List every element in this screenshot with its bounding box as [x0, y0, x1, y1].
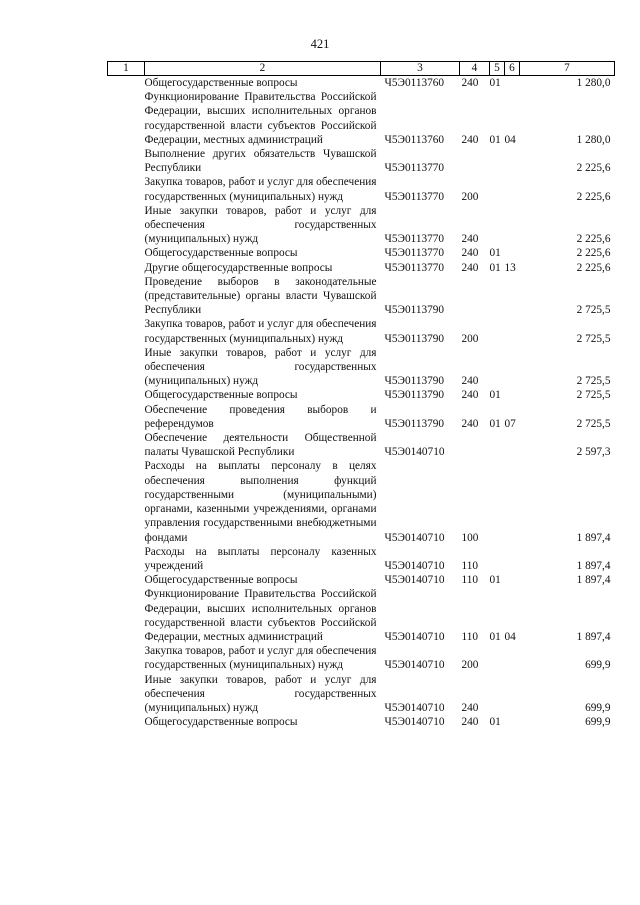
- row-section: 01: [489, 630, 501, 643]
- row-name: Общегосударственные вопросы: [144, 574, 298, 587]
- table-row: [108, 147, 615, 175]
- row-section: 01: [489, 261, 501, 274]
- row-name: Функционирование Правительства Российской Федерации, высших исполнительных органов государственной власти субъектов Российской Федерации, местных администраций: [144, 588, 377, 643]
- row-code: Ч5Э0140710: [384, 701, 445, 714]
- header-cell: 3: [381, 62, 460, 76]
- row-code: Ч5Э0140710: [384, 531, 445, 544]
- row-name: Выполнение других обязательств Чувашской Республики: [144, 148, 377, 175]
- row-code: Ч5Э0140710: [384, 574, 445, 587]
- table-row: [108, 587, 615, 644]
- row-type: 240: [461, 701, 479, 714]
- row-subsection: [505, 431, 520, 459]
- table-row: [108, 459, 615, 544]
- header-cell: 1: [108, 62, 145, 76]
- table-row: [108, 175, 615, 203]
- row-type: 110: [461, 559, 479, 572]
- budget-table: [107, 61, 615, 729]
- table-row: [108, 403, 615, 431]
- row-number-cell: [108, 261, 145, 275]
- row-number-cell: [108, 388, 145, 402]
- row-name: Закупка товаров, работ и услуг для обеспечения государственных (муниципальных) нужд: [144, 318, 377, 345]
- row-subsection: [505, 317, 520, 345]
- row-number-cell: [108, 175, 145, 203]
- row-section: 01: [489, 77, 501, 89]
- header-cell: 7: [520, 62, 615, 76]
- row-name: Общегосударственные вопросы: [144, 716, 298, 729]
- row-section: [490, 275, 505, 318]
- table-row: [108, 388, 615, 402]
- row-name: Общегосударственные вопросы: [144, 77, 298, 89]
- row-number-cell: [108, 673, 145, 716]
- row-amount: 1 897,4: [576, 559, 611, 572]
- row-amount: 1 897,4: [576, 630, 611, 643]
- row-code: Ч5Э0113760: [384, 133, 445, 146]
- row-code: Ч5Э0113790: [384, 332, 445, 345]
- row-subsection: [505, 147, 520, 175]
- row-amount: 1 280,0: [576, 77, 611, 89]
- table-row: [108, 261, 615, 275]
- table-row: [108, 431, 615, 459]
- row-name: Общегосударственные вопросы: [144, 389, 298, 402]
- row-subsection: [505, 459, 520, 544]
- row-name: Обеспечение проведения выборов и референдумов: [144, 403, 377, 430]
- row-subsection: [505, 204, 520, 247]
- row-section: 01: [489, 133, 501, 146]
- row-section: [490, 346, 505, 389]
- row-number-cell: [108, 275, 145, 318]
- row-amount: 2 725,5: [576, 389, 611, 402]
- table-row: [108, 275, 615, 318]
- row-amount: 2 225,6: [576, 247, 611, 260]
- row-number-cell: [108, 459, 145, 544]
- row-subsection: [505, 715, 520, 729]
- row-amount: 2 725,5: [576, 304, 611, 317]
- row-amount: 2 725,5: [576, 417, 611, 430]
- row-amount: 2 597,3: [576, 446, 611, 459]
- row-type: [460, 275, 490, 318]
- row-code: Ч5Э0113790: [384, 375, 445, 388]
- row-number-cell: [108, 346, 145, 389]
- row-code: Ч5Э0113770: [384, 190, 445, 203]
- row-code: Ч5Э0113770: [384, 261, 445, 274]
- row-code: Ч5Э0140710: [384, 559, 445, 572]
- row-section: 01: [489, 247, 501, 260]
- row-number-cell: [108, 90, 145, 147]
- row-section: [490, 545, 505, 573]
- row-code: Ч5Э0140710: [384, 630, 445, 643]
- row-name: Закупка товаров, работ и услуг для обеспечения государственных (муниципальных) нужд: [144, 645, 377, 672]
- row-type: 240: [461, 716, 479, 729]
- header-cell: 2: [145, 62, 381, 76]
- row-amount: 1 897,4: [576, 574, 611, 587]
- table-row: [108, 715, 615, 729]
- table-row: [108, 644, 615, 672]
- row-code: Ч5Э0140710: [384, 716, 445, 729]
- row-subsection: [505, 388, 520, 402]
- row-subsection: [505, 246, 520, 260]
- table-row: [108, 90, 615, 147]
- row-name: Иные закупки товаров, работ и услуг для обеспечения государственных (муниципальных) нужд: [144, 673, 377, 714]
- row-type: [460, 147, 490, 175]
- row-code: Ч5Э0113770: [384, 162, 445, 175]
- row-section: [490, 673, 505, 716]
- row-section: [490, 317, 505, 345]
- row-subsection: [505, 644, 520, 672]
- row-subsection: [505, 573, 520, 587]
- row-subsection: [505, 545, 520, 573]
- row-subsection: [505, 175, 520, 203]
- row-subsection: [505, 275, 520, 318]
- row-subsection: 04: [504, 630, 516, 643]
- row-section: [490, 459, 505, 544]
- row-subsection: [505, 673, 520, 716]
- row-amount: 2 725,5: [576, 375, 611, 388]
- table-row: [108, 317, 615, 345]
- row-amount: 699,9: [585, 659, 611, 672]
- row-type: 240: [461, 375, 479, 388]
- row-section: [490, 204, 505, 247]
- row-type: 200: [461, 659, 479, 672]
- row-type: 200: [461, 190, 479, 203]
- row-amount: 699,9: [585, 716, 611, 729]
- row-section: 01: [489, 417, 501, 430]
- row-type: 240: [461, 233, 479, 246]
- row-type: 110: [461, 630, 479, 643]
- row-code: Ч5Э0113770: [384, 233, 445, 246]
- row-number-cell: [108, 246, 145, 260]
- row-amount: 1 280,0: [576, 133, 611, 146]
- table-row: [108, 346, 615, 389]
- row-amount: 2 225,6: [576, 261, 611, 274]
- table-row: [108, 76, 615, 91]
- header-cell: 6: [505, 62, 520, 76]
- row-code: Ч5Э0113790: [384, 417, 445, 430]
- row-code: Ч5Э0140710: [384, 446, 445, 459]
- row-type: 240: [461, 133, 479, 146]
- header-cell: 4: [460, 62, 490, 76]
- row-name: Проведение выборов в законодательные (представительные) органы власти Чувашской Республики: [144, 275, 377, 317]
- row-amount: 2 225,6: [576, 162, 611, 175]
- row-number-cell: [108, 204, 145, 247]
- row-section: [490, 175, 505, 203]
- row-subsection: [505, 346, 520, 389]
- row-code: Ч5Э0113790: [384, 389, 445, 402]
- row-amount: 2 225,6: [576, 190, 611, 203]
- row-amount: 2 725,5: [576, 332, 611, 345]
- row-type: 100: [461, 531, 479, 544]
- row-number-cell: [108, 573, 145, 587]
- row-subsection: 04: [504, 133, 516, 146]
- row-amount: 1 897,4: [576, 531, 611, 544]
- row-code: Ч5Э0113790: [384, 304, 445, 317]
- row-name: Другие общегосударственные вопросы: [144, 261, 333, 274]
- row-subsection: [505, 76, 520, 91]
- row-section: 01: [489, 716, 501, 729]
- row-amount: 2 225,6: [576, 233, 611, 246]
- row-section: [490, 644, 505, 672]
- table-row: [108, 204, 615, 247]
- row-amount: 699,9: [585, 701, 611, 714]
- row-name: Иные закупки товаров, работ и услуг для обеспечения государственных (муниципальных) нужд: [144, 204, 377, 246]
- row-number-cell: [108, 644, 145, 672]
- row-section: 01: [489, 389, 501, 402]
- row-type: 200: [461, 332, 479, 345]
- table-row: [108, 246, 615, 260]
- header-cell: 5: [490, 62, 505, 76]
- row-code: Ч5Э0140710: [384, 659, 445, 672]
- row-type: 240: [461, 389, 479, 402]
- row-number-cell: [108, 403, 145, 431]
- row-number-cell: [108, 76, 145, 91]
- row-name: Иные закупки товаров, работ и услуг для обеспечения государственных (муниципальных) нужд: [144, 346, 377, 388]
- row-section: [490, 147, 505, 175]
- table-row: [108, 573, 615, 587]
- row-name: Расходы на выплаты персоналу казенных учреждений: [144, 545, 377, 572]
- row-number-cell: [108, 147, 145, 175]
- row-type: 240: [461, 77, 479, 89]
- row-number-cell: [108, 715, 145, 729]
- row-number-cell: [108, 587, 145, 644]
- table-row: [108, 673, 615, 716]
- row-subsection: 13: [504, 261, 516, 274]
- row-name: Общегосударственные вопросы: [144, 247, 298, 260]
- row-name: Функционирование Правительства Российской Федерации, высших исполнительных органов государственной власти субъектов Российской Федерации, местных администраций: [144, 91, 377, 146]
- row-number-cell: [108, 317, 145, 345]
- row-type: 110: [461, 574, 479, 587]
- row-subsection: 07: [504, 417, 516, 430]
- row-number-cell: [108, 545, 145, 573]
- row-section: 01: [489, 574, 501, 587]
- row-code: Ч5Э0113770: [384, 247, 445, 260]
- row-type: 240: [461, 417, 479, 430]
- row-section: [490, 431, 505, 459]
- table-row: [108, 545, 615, 573]
- page-number: 421: [310, 37, 330, 51]
- row-code: Ч5Э0113760: [384, 77, 445, 89]
- row-type: [460, 431, 490, 459]
- row-name: Обеспечение деятельности Общественной палаты Чувашской Республики: [144, 432, 377, 459]
- row-name: Закупка товаров, работ и услуг для обеспечения государственных (муниципальных) нужд: [144, 176, 377, 203]
- row-type: 240: [461, 247, 479, 260]
- row-number-cell: [108, 431, 145, 459]
- header-row: [108, 62, 615, 76]
- row-name: Расходы на выплаты персоналу в целях обеспечения выполнения функций государственными (муниципальными) органами, казенными учреждениями, органами управления государственными внебюджетными фондами: [144, 460, 377, 544]
- row-type: 240: [461, 261, 479, 274]
